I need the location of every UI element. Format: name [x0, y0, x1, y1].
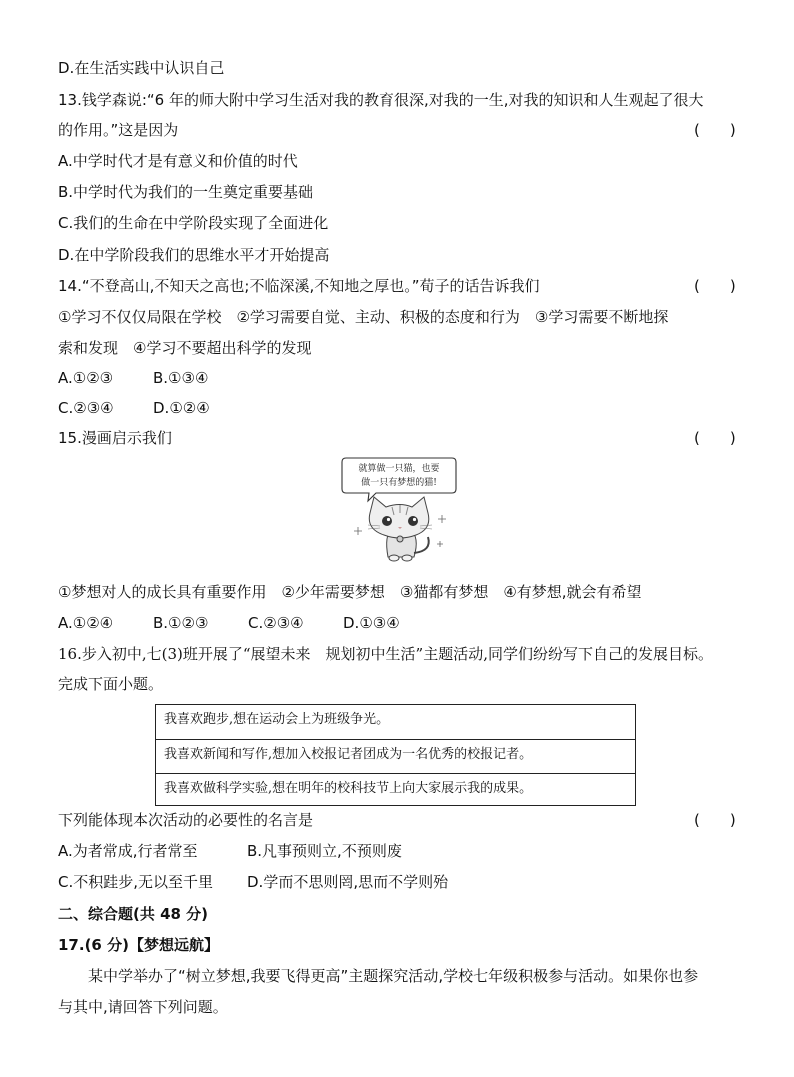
q15-statements: ①梦想对人的成长具有重要作用 ②少年需要梦想 ③猫都有梦想 ④有梦想,就会有希望 — [58, 583, 642, 601]
q14-statements-line2: 索和发现 ④学习不要超出科学的发现 — [58, 339, 312, 357]
goals-table — [155, 704, 636, 806]
q16-option-c: C.不积跬步,无以至千里 — [58, 873, 214, 891]
q17-paragraph-line1: 某中学举办了“树立梦想,我要飞得更高”主题探究活动,学校七年级积极参与活动。如果你也参 — [58, 967, 699, 985]
q15-option-b: B.①②③ — [153, 614, 209, 632]
section-2-heading: 二、综合题(共 48 分) — [58, 905, 209, 923]
q14-answer-paren: ( ) — [694, 277, 736, 295]
cat-icon — [368, 497, 432, 561]
q15-option-c: C.②③④ — [248, 614, 304, 632]
q16-option-d: D.学而不思则罔,思而不学则殆 — [247, 873, 449, 891]
q14-option-b: B.①③④ — [153, 369, 209, 387]
q12-option-d: D.在生活实践中认识自己 — [58, 59, 225, 77]
q13-stem-line2: 的作用。”这是因为 — [58, 121, 179, 139]
q13-answer-paren: ( ) — [694, 121, 736, 139]
goal-row-2: 我喜欢新闻和写作,想加入校报记者团成为一名优秀的校报记者。 — [156, 739, 635, 773]
q14-option-d: D.①②④ — [153, 399, 210, 417]
q16-stem-line2: 完成下面小题。 — [58, 675, 164, 693]
q14-stem: 14.“不登高山,不知天之高也;不临深溪,不知地之厚也。”荀子的话告诉我们 — [58, 277, 540, 295]
q16-option-b: B.凡事预则立,不预则废 — [247, 842, 402, 860]
q14-option-c: C.②③④ — [58, 399, 114, 417]
q15-option-d: D.①③④ — [343, 614, 400, 632]
q16-answer-paren: ( ) — [694, 811, 736, 829]
goal-row-1: 我喜欢跑步,想在运动会上为班级争光。 — [164, 712, 390, 727]
q13-option-a: A.中学时代才是有意义和价值的时代 — [58, 152, 298, 170]
q16-option-a: A.为者常成,行者常至 — [58, 842, 198, 860]
goal-row-3: 我喜欢做科学实验,想在明年的校科技节上向大家展示我的成果。 — [156, 773, 635, 807]
q14-statements-line1: ①学习不仅仅局限在学校 ②学习需要自觉、主动、积极的态度和行为 ③学习需要不断地探 — [58, 308, 669, 326]
q13-stem-line1: 13.钱学森说:“6 年的师大附中学习生活对我的教育很深,对我的一生,对我的知识和人生观起了很大 — [58, 91, 704, 109]
bubble-text-line1: 就算做一只猫，也要 — [358, 464, 440, 474]
cat-cartoon-illustration — [340, 455, 458, 567]
q15-option-a: A.①②④ — [58, 614, 114, 632]
q15-answer-paren: ( ) — [694, 429, 736, 447]
q16-question: 下列能体现本次活动的必要性的名言是 — [58, 811, 314, 829]
q15-stem: 15.漫画启示我们 — [58, 429, 172, 447]
q14-option-a: A.①②③ — [58, 369, 114, 387]
q17-heading: 17.(6 分)【梦想远航】 — [58, 936, 219, 954]
q17-paragraph-line2: 与其中,请回答下列问题。 — [58, 998, 228, 1016]
q16-stem-line1: 16.步入初中,七(3)班开展了“展望未来 规划初中生活”主题活动,同学们纷纷写下自己的发展目标。 — [58, 645, 713, 663]
bubble-text-line2: 做一只有梦想的猫! — [361, 478, 437, 488]
q13-option-d: D.在中学阶段我们的思维水平才开始提高 — [58, 246, 330, 264]
q13-option-c: C.我们的生命在中学阶段实现了全面进化 — [58, 214, 329, 232]
q13-option-b: B.中学时代为我们的一生奠定重要基础 — [58, 183, 314, 201]
